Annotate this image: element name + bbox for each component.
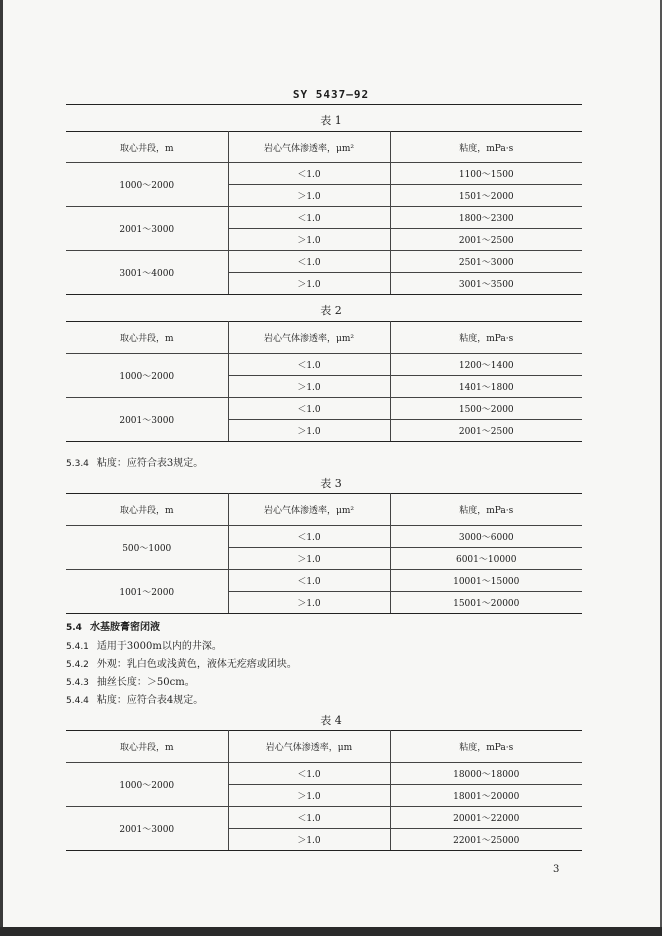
- table4-header-depth: 取心井段，m: [66, 731, 228, 763]
- table1-perm-cell: ＜1.0: [228, 163, 390, 185]
- table3-perm-cell: ＞1.0: [228, 548, 390, 570]
- standard-code-header: SY 5437—92: [292, 88, 370, 101]
- table1-perm-cell: ＜1.0: [228, 207, 390, 229]
- table-row: [66, 163, 582, 185]
- table-row: [66, 251, 582, 273]
- table2: [66, 321, 582, 442]
- table1-visc-cell: 1501～2000: [390, 185, 582, 207]
- table4: [66, 730, 582, 851]
- table2-caption: 表 2: [320, 304, 342, 317]
- clause-5-4-1: [66, 637, 222, 652]
- table2-visc-cell: 2001～2500: [390, 420, 582, 442]
- table2-visc-cell: 1500～2000: [390, 398, 582, 420]
- table4-depth-cell: 2001～3000: [66, 807, 228, 851]
- table2-header-row: [66, 322, 582, 354]
- page-number: 3: [553, 864, 560, 875]
- table3-visc-cell: 3000～6000: [390, 526, 582, 548]
- table2-perm-cell: ＞1.0: [228, 420, 390, 442]
- clause-number: 5.4.4: [66, 696, 89, 706]
- table1-perm-cell: ＞1.0: [228, 229, 390, 251]
- table2-visc-cell: 1200～1400: [390, 354, 582, 376]
- table4-visc-cell: 22001～25000: [390, 829, 582, 851]
- table1-caption: 表 1: [320, 114, 342, 127]
- table-row: [66, 526, 582, 548]
- table4-visc-cell: 20001～22000: [390, 807, 582, 829]
- clause-5-4-4: [66, 691, 203, 706]
- table1-perm-cell: ＜1.0: [228, 251, 390, 273]
- table-row: [66, 398, 582, 420]
- table3-depth-cell: 1001～2000: [66, 570, 228, 614]
- table-row: [66, 354, 582, 376]
- clause-text: 适用于3000m以内的井深。: [96, 641, 222, 652]
- clause-number: 5.4.2: [66, 660, 89, 670]
- table2-header-depth: 取心井段，m: [66, 322, 228, 354]
- clause-number: 5.3.4: [66, 459, 89, 469]
- table3-visc-cell: 10001～15000: [390, 570, 582, 592]
- table1-visc-cell: 3001～3500: [390, 273, 582, 295]
- table-row: [66, 207, 582, 229]
- table1-visc-cell: 2501～3000: [390, 251, 582, 273]
- clause-number: 5.4.3: [66, 678, 89, 688]
- table3-perm-cell: ＞1.0: [228, 592, 390, 614]
- table1-header-depth: 取心井段，m: [66, 132, 228, 163]
- table2-perm-cell: ＜1.0: [228, 354, 390, 376]
- table4-perm-cell: ＜1.0: [228, 807, 390, 829]
- table2-depth-cell: 2001～3000: [66, 398, 228, 442]
- table-row: [66, 807, 582, 829]
- clause-5-4-2: [66, 655, 297, 670]
- table3-depth-cell: 500～1000: [66, 526, 228, 570]
- table4-perm-cell: ＜1.0: [228, 763, 390, 785]
- table4-perm-cell: ＞1.0: [228, 785, 390, 807]
- clause-text: 外观：乳白色或浅黄色，液体无疙瘩或团块。: [96, 659, 297, 670]
- table2-perm-cell: ＜1.0: [228, 398, 390, 420]
- table4-header-row: [66, 731, 582, 763]
- table4-visc-cell: 18000～18000: [390, 763, 582, 785]
- table1-visc-cell: 2001～2500: [390, 229, 582, 251]
- table3-visc-cell: 15001～20000: [390, 592, 582, 614]
- clause-number: 5.4.1: [66, 642, 89, 652]
- table2-header-visc: 粘度，mPa·s: [390, 322, 582, 354]
- table4-header-visc: 粘度，mPa·s: [390, 731, 582, 763]
- clause-text: 粘度：应符合表3规定。: [96, 458, 204, 469]
- section-5-4-heading: [66, 618, 160, 633]
- table1-visc-cell: 1800～2300: [390, 207, 582, 229]
- scan-edge-bottom: [0, 927, 662, 936]
- table3-header-row: [66, 494, 582, 526]
- table1-depth-cell: 1000～2000: [66, 163, 228, 207]
- section-title: 水基胺膏密闭液: [89, 622, 160, 633]
- table1-header-perm: 岩心气体渗透率，μm²: [228, 132, 390, 163]
- clause-5-3-4: [66, 454, 203, 469]
- table4-perm-cell: ＞1.0: [228, 829, 390, 851]
- table1-visc-cell: 1100～1500: [390, 163, 582, 185]
- table-row: [66, 763, 582, 785]
- table3-caption: 表 3: [320, 477, 342, 490]
- table3-header-perm: 岩心气体渗透率，μm²: [228, 494, 390, 526]
- table2-header-perm: 岩心气体渗透率，μm²: [228, 322, 390, 354]
- table2-depth-cell: 1000～2000: [66, 354, 228, 398]
- table1-depth-cell: 3001～4000: [66, 251, 228, 295]
- table2-perm-cell: ＞1.0: [228, 376, 390, 398]
- table3: [66, 493, 582, 614]
- scan-edge-left: [0, 0, 3, 936]
- table-row: [66, 570, 582, 592]
- table2-visc-cell: 1401～1800: [390, 376, 582, 398]
- table1-depth-cell: 2001～3000: [66, 207, 228, 251]
- section-number: 5.4: [66, 623, 82, 633]
- table4-visc-cell: 18001～20000: [390, 785, 582, 807]
- clause-text: 粘度：应符合表4规定。: [96, 695, 204, 706]
- table1-perm-cell: ＞1.0: [228, 273, 390, 295]
- table4-header-perm: 岩心气体渗透率，μm: [228, 731, 390, 763]
- table1: [66, 131, 582, 295]
- table1-header-row: [66, 132, 582, 163]
- table3-perm-cell: ＜1.0: [228, 570, 390, 592]
- table1-header-visc: 粘度，mPa·s: [390, 132, 582, 163]
- clause-5-4-3: [66, 673, 195, 688]
- table4-depth-cell: 1000～2000: [66, 763, 228, 807]
- header-rule: [66, 104, 582, 105]
- table3-header-depth: 取心井段，m: [66, 494, 228, 526]
- table3-visc-cell: 6001～10000: [390, 548, 582, 570]
- table4-caption: 表 4: [320, 714, 342, 727]
- clause-text: 抽丝长度：＞50cm。: [96, 677, 195, 688]
- table1-perm-cell: ＞1.0: [228, 185, 390, 207]
- table3-perm-cell: ＜1.0: [228, 526, 390, 548]
- table3-header-visc: 粘度，mPa·s: [390, 494, 582, 526]
